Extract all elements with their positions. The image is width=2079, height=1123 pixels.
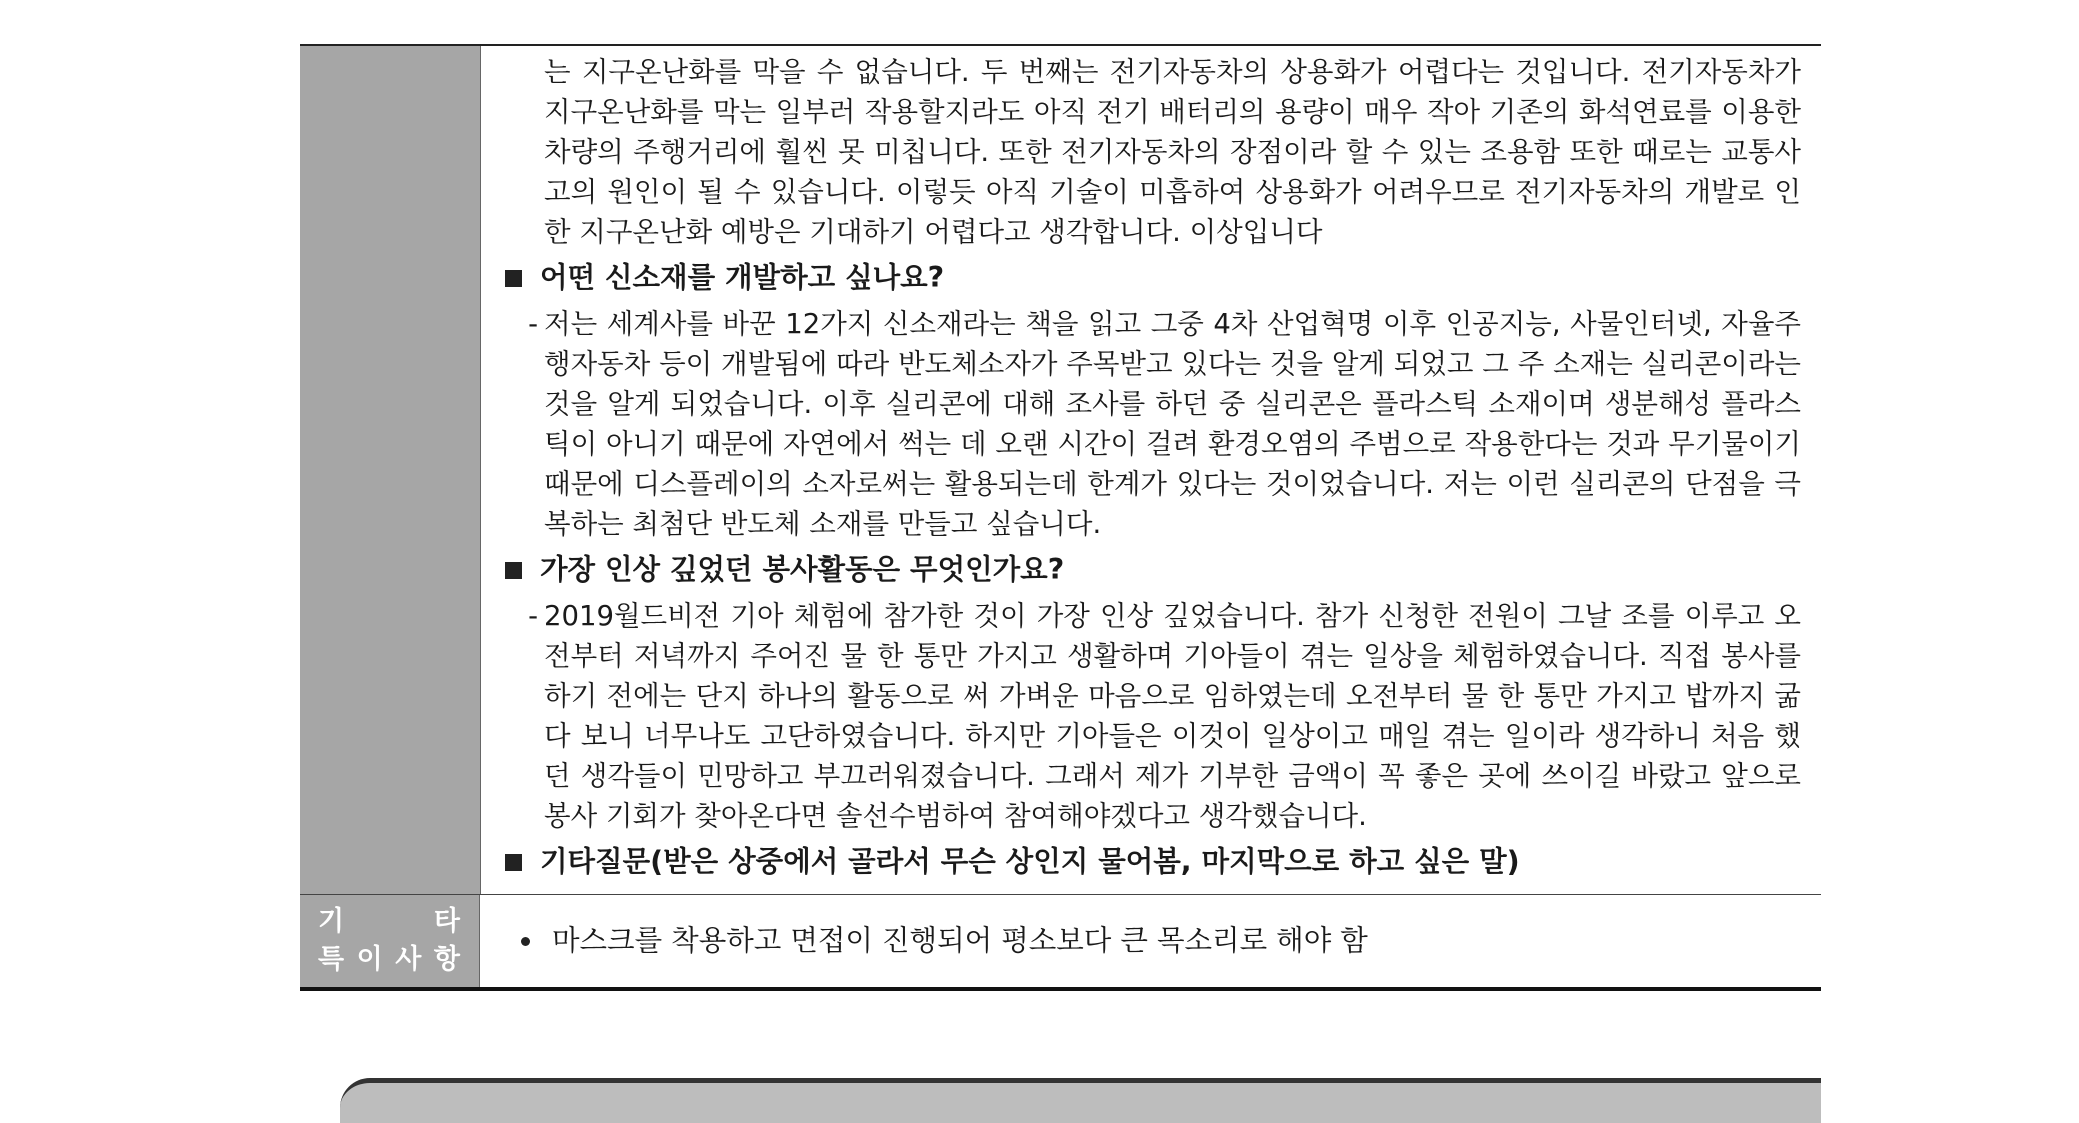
special-notes-label [300, 895, 480, 987]
label-char: 항 [433, 944, 461, 975]
answer-text: 2019월드비전 기아 체험에 참가한 것이 가장 인상 깊었습니다. 참가 신청한 전원이 그날 조를 이루고 오전부터 저녁까지 주어진 물 한 통만 가지고 생활하며 기아들이 겪는 일상을 체험하였습니다. 직접 봉사를 하기 전에는 단지 하나의 활동으로 써 가벼운 마음으로 임하였는데 오전부터 물 한 통만 가지고 밥까지 굶다 보니 너무나도 고단하였습니다. 하지만 기아들은 이것이 일상이고 매일 겪는 일이라 생각하니 처음 했던 생각들이 민망하고 부끄러워졌습니다. 그래서 제가 기부한 금액이 꼭 좋은 곳에 쓰이길 바랐고 앞으로 봉사 기회가 찾아온다면 솔선수범하여 참여해야겠다고 생각했습니다. [544, 600, 1801, 832]
answer-text: 저는 세계사를 바꾼 12가지 신소재라는 책을 읽고 그중 4차 산업혁명 이후 인공지능, 사물인터넷, 자율주행자동차 등이 개발됨에 따라 반도체소자가 주목받고 있다는 것을 알게 되었고 그 주 소재는 실리콘이라는 것을 알게 되었습니다. 이후 실리콘에 대해 조사를 하던 중 실리콘은 플라스틱 소재이며 생분해성 플라스틱이 아니기 때문에 자연에서 썩는 데 오랜 시간이 걸려 환경오염의 주범으로 작용한다는 것과 무기물이기 때문에 디스플레이의 소자로써는 활용되는데 한계가 있다는 것이었습니다. 저는 이런 실리콘의 단점을 극복하는 최첨단 반도체 소재를 만들고 싶습니다. [544, 308, 1801, 540]
special-notes-content [480, 895, 1821, 987]
question-text: 기타질문(받은 상중에서 골라서 무슨 상인지 물어봄, 마지막으로 하고 싶은 말) [540, 845, 1520, 878]
next-section-box-edge [340, 1078, 1821, 1123]
special-notes-row [300, 894, 1821, 987]
bullet-icon [521, 937, 530, 946]
label-char: 타 [433, 906, 461, 937]
question-new-material [499, 258, 1801, 298]
interview-record-table [300, 44, 1821, 991]
label-char: 이 [356, 944, 384, 975]
answer-volunteer [499, 596, 1801, 836]
label-char: 사 [395, 944, 423, 975]
previous-answer-continuation: 는 지구온난화를 막을 수 없습니다. 두 번째는 전기자동차의 상용화가 어렵다는 것입니다. 전기자동차가 지구온난화를 막는 일부러 작용할지라도 아직 전기 배터리의 용량이 매우 작아 기존의 화석연료를 이용한 차량의 주행거리에 훨씬 못 미칩니다. 또한 전기자동차의 장점이라 할 수 있는 조용함 또한 때로는 교통사고의 원인이 될 수 있습니다. 이렇듯 아직 기술이 미흡하여 상용화가 어려우므로 전기자동차의 개발로 인한 지구온난화 예방은 기대하기 어렵다고 생각합니다. 이상입니다 [544, 56, 1801, 248]
question-text: 어떤 신소재를 개발하고 싶나요? [540, 261, 945, 294]
question-text: 가장 인상 깊었던 봉사활동은 무엇인가요? [540, 553, 1065, 586]
questions-content [481, 46, 1821, 894]
questions-row [300, 46, 1821, 894]
label-char: 특 [318, 944, 346, 975]
label-char: 기 [318, 906, 346, 937]
dash-marker: - [528, 308, 538, 340]
questions-label-cell [300, 46, 481, 894]
answer-new-material [499, 304, 1801, 544]
dash-marker: - [528, 600, 538, 632]
label-line-1 [318, 903, 461, 941]
question-other [499, 842, 1801, 882]
question-volunteer [499, 550, 1801, 590]
label-line-2 [318, 941, 461, 979]
square-bullet-icon [505, 270, 522, 287]
special-note-text: 마스크를 착용하고 면접이 진행되어 평소보다 큰 목소리로 해야 함 [552, 924, 1368, 957]
square-bullet-icon [505, 854, 522, 871]
square-bullet-icon [505, 562, 522, 579]
